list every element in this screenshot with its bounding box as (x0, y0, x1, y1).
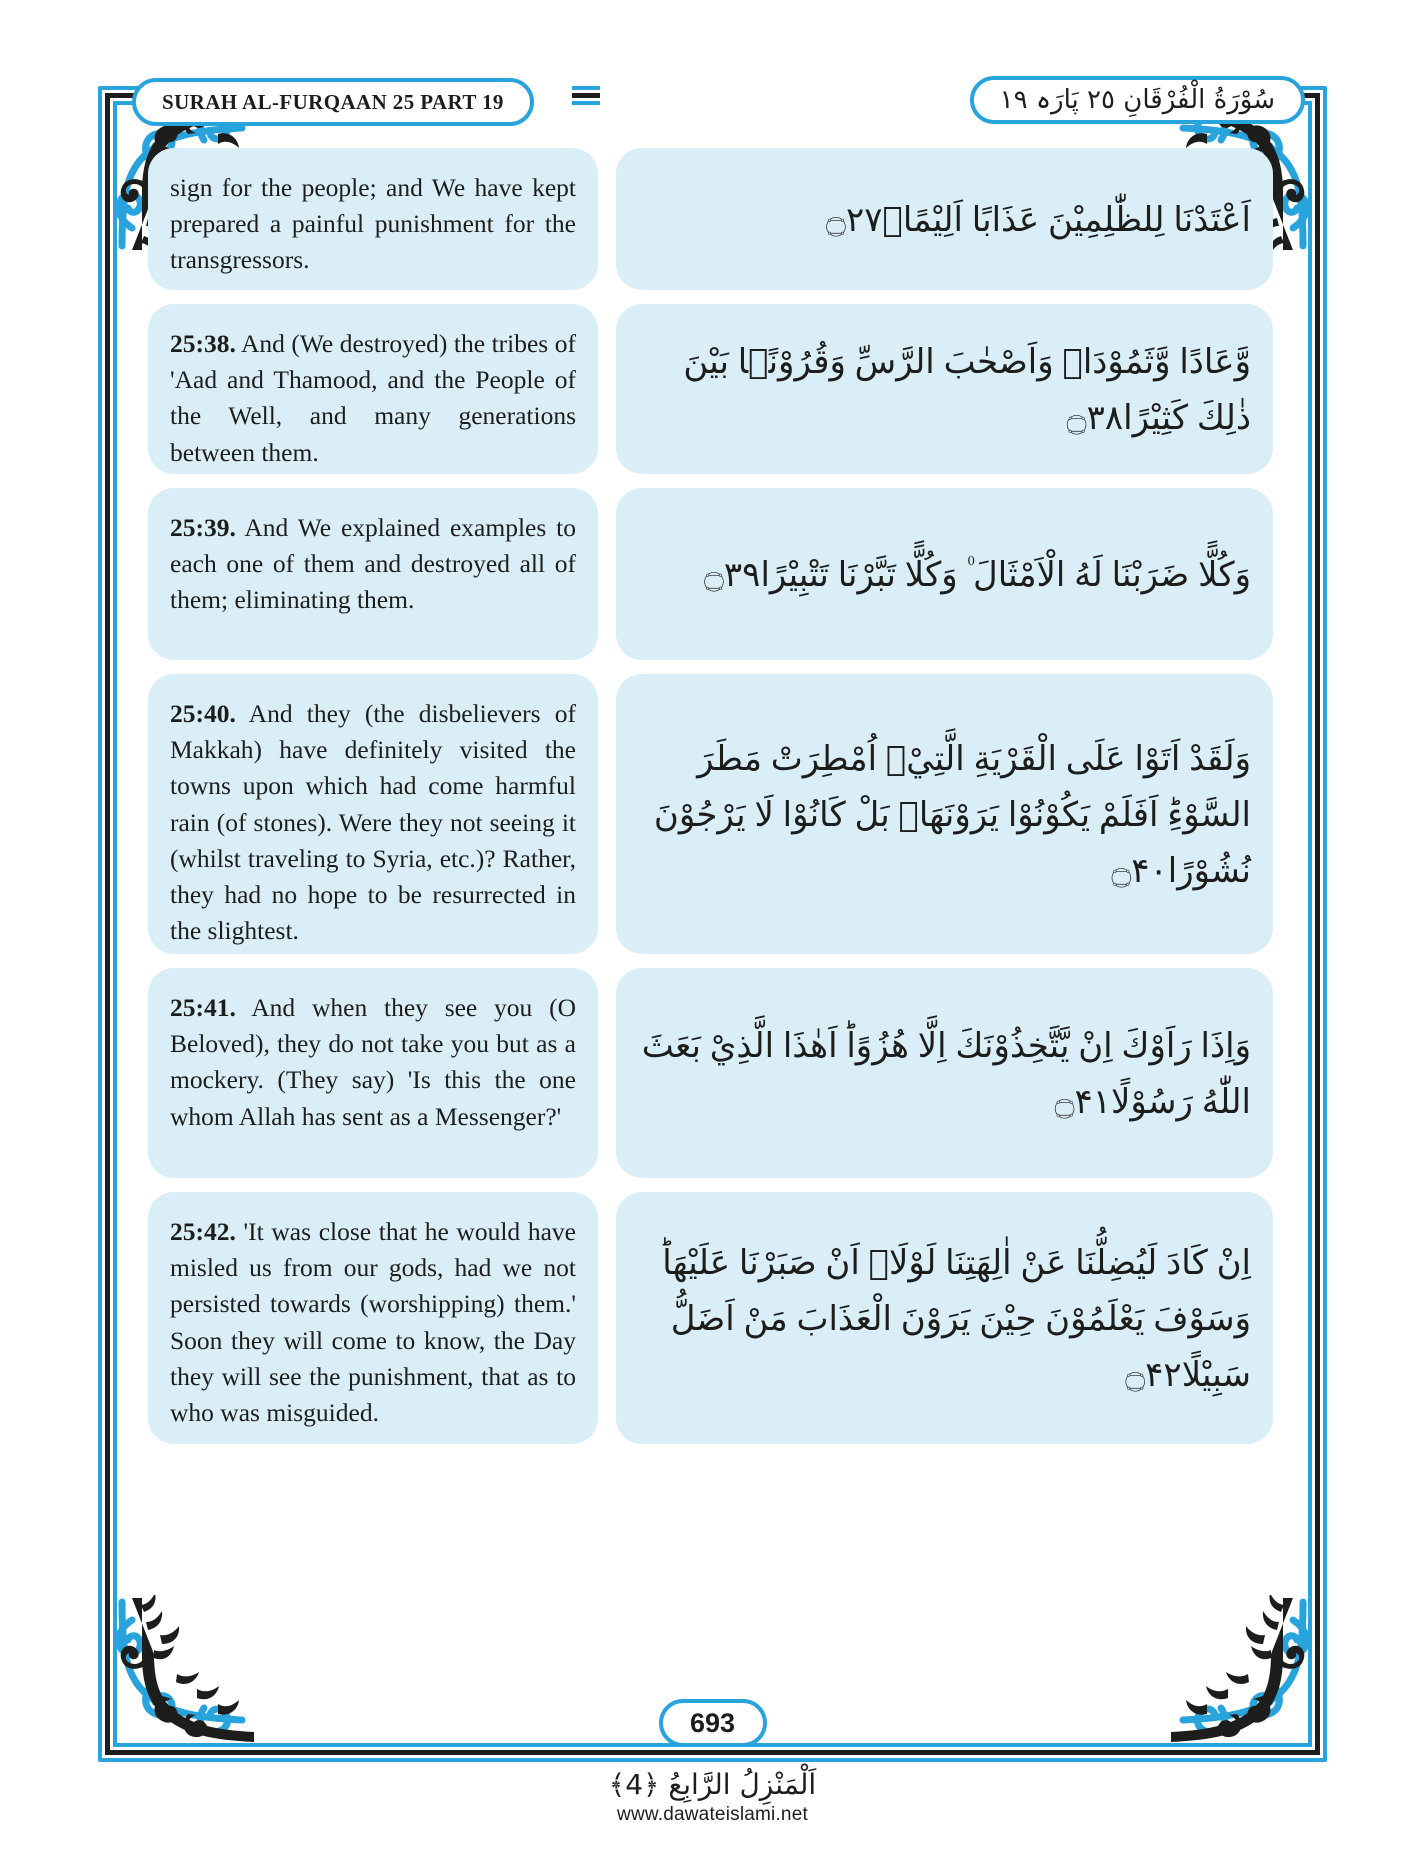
english-translation-column (148, 148, 598, 1438)
verse-box-arabic (616, 304, 1273, 474)
surah-title-english: SURAH AL-FURQAAN 25 PART 19 (162, 89, 504, 114)
corner-ornament-icon (1168, 1595, 1333, 1770)
verse-box-english (148, 674, 598, 954)
verse-box-english (148, 968, 598, 1178)
footer-meta (0, 1767, 1425, 1826)
border-gap-bottom (545, 1462, 715, 1518)
corner-ornament-icon (92, 1595, 257, 1770)
manzil-label-arabic: اَلْمَنْزِلُ الرَّابِعُ ﴿4﴾ (608, 1768, 817, 1801)
verse-number: 25:38. (170, 329, 236, 358)
verse-box-arabic (616, 1192, 1273, 1444)
verse-number: 25:40. (170, 699, 236, 728)
website-url: www.dawateislami.net (617, 1804, 808, 1825)
verse-text-arabic: وَلَقَدْ اَتَوْا عَلَى الْقَرْيَةِ الَّتِيْۤ اُمْطِرَتْ مَطَرَ السَّوْءِؕ اَفَلَمْ يَكُوْنُوْا يَرَوْنَهَاۚ بَلْ كَانُوْا لَا يَرْجُوْنَ نُشُوْرًا۝۴۰ (653, 738, 1251, 892)
surah-header-english (132, 78, 534, 126)
verse-box-arabic (616, 674, 1273, 954)
verse-number: 25:41. (170, 993, 236, 1022)
verse-text-english (170, 326, 576, 471)
verse-columns (148, 148, 1273, 1438)
verse-text-english (170, 696, 576, 949)
verse-text-english (170, 170, 576, 279)
verse-body: And (We destroyed) the tribes of 'Aad and Thamood, and the People of the Well, and many generations between them. (170, 329, 576, 467)
surah-title-arabic: سُوْرَةُ الْفُرْقَانِ ٢٥ پَارَہ ١٩ (999, 84, 1275, 115)
verse-text-arabic: اَعْتَدْنَا لِلظّٰلِمِيْنَ عَذَابًا اَلِيْمًاۚ۝۲۷ (826, 199, 1251, 240)
verse-body: And when they see you (O Beloved), they do not take you but as a mockery. (They say) 'Is this the one whom Allah has sent as a Messenger?' (170, 993, 576, 1131)
page-number: 693 (689, 1707, 736, 1738)
verse-box-arabic (616, 148, 1273, 290)
verse-box-english (148, 304, 598, 474)
verse-box-english (148, 488, 598, 660)
verse-text-english (170, 510, 576, 619)
verse-text-arabic: وَّعَادًا وَّثَمُوْدَاۡ وَاَصْحٰبَ الرَّسِّ وَقُرُوْنًۢا بَيْنَ ذٰلِكَ كَثِيْرًا۝۳۸ (683, 341, 1251, 438)
arabic-text-column (616, 148, 1273, 1438)
verse-text-arabic: اِنْ كَادَ لَيُضِلُّنَا عَنْ اٰلِهَتِنَا لَوْلَاۤ اَنْ صَبَرْنَا عَلَيْهَاؕ وَسَوْفَ يَعْلَمُوْنَ حِيْنَ يَرَوْنَ الْعَذَابَ مَنْ اَضَلُّ سَبِيْلًا۝۴۲ (662, 1242, 1251, 1396)
verse-text-arabic: وَكُلًّا ضَرَبْنَا لَهُ الْاَمْثَالَ ۠ وَكُلًّا تَبَّرْنَا تَتْبِيْرًا۝۳۹ (703, 554, 1251, 595)
page-number-badge (659, 1699, 767, 1747)
verse-box-english (148, 148, 598, 290)
verse-box-arabic (616, 488, 1273, 660)
verse-text-english (170, 990, 576, 1135)
verse-number: 25:42. (170, 1217, 236, 1246)
surah-header-arabic (970, 76, 1305, 124)
verse-text-arabic: وَاِذَا رَاَوْكَ اِنْ يَّتَّخِذُوْنَكَ اِلَّا هُزُوًاؕ اَهٰذَا الَّذِيْ بَعَثَ اللّٰهُ رَسُوْلًا۝۴۱ (641, 1025, 1251, 1122)
verse-number: 25:39. (170, 513, 236, 542)
verse-body: 'It was close that he would have misled us from our gods, had we not persisted towards (worshipping) them.' Soon they will come to know, the Day they will see the punishment, that as to who was misguided. (170, 1217, 576, 1428)
verse-box-english (148, 1192, 598, 1444)
verse-text-english (170, 1214, 576, 1431)
verse-body: sign for the people; and We have kept prepared a painful punishment for the transgressors. (170, 173, 576, 275)
verse-box-arabic (616, 968, 1273, 1178)
verse-body: And they (the disbelievers of Makkah) have definitely visited the towns upon which had come harmful rain (of stones). Were they not seeing it (whilst traveling to Syria, etc.)? Rather, they had no hope to be resurrected in the slightest. (170, 699, 576, 946)
verse-body: And We explained examples to each one of them and destroyed all of them; eliminating them. (170, 513, 577, 615)
